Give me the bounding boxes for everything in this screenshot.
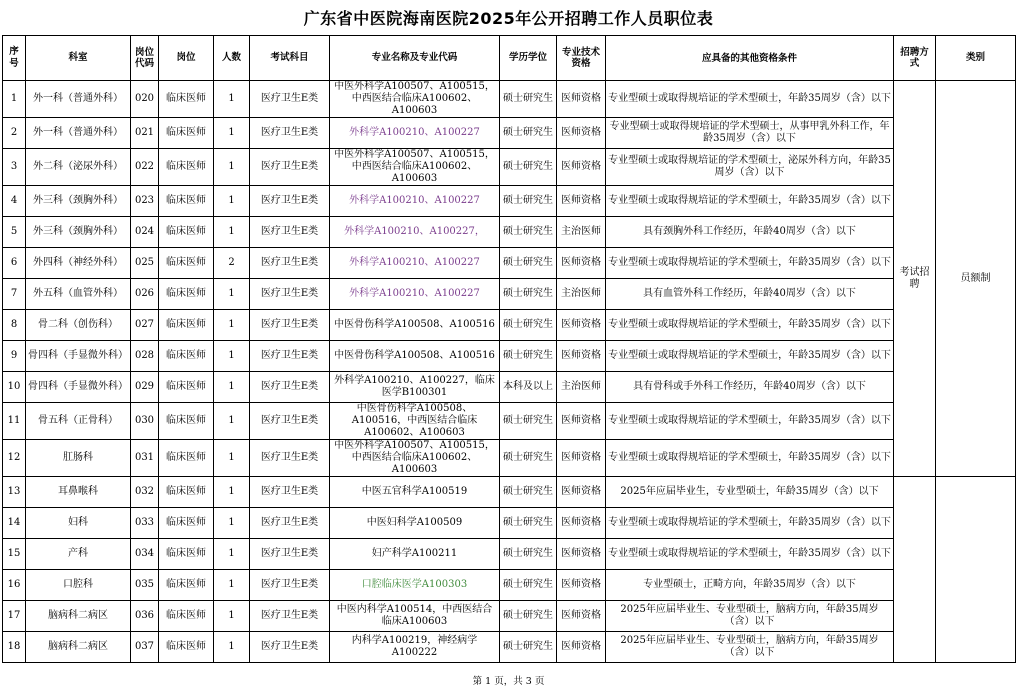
- cell-code: 029: [131, 372, 159, 403]
- table-row: [3, 341, 1016, 372]
- cell-count: 2: [214, 248, 250, 279]
- cell-count: 1: [214, 341, 250, 372]
- cell-major: 外科学A100210、A100227，: [330, 217, 500, 248]
- table-row: [3, 149, 1016, 186]
- cell-code: 023: [131, 186, 159, 217]
- cell-qualification: 医师资格: [557, 632, 606, 663]
- cell-count: 1: [214, 186, 250, 217]
- cell-count: 1: [214, 477, 250, 508]
- cell-seq: 10: [3, 372, 26, 403]
- cell-department: 外三科（颈胸外科）: [26, 186, 131, 217]
- cell-code: 032: [131, 477, 159, 508]
- table-row: [3, 118, 1016, 149]
- cell-requirements: 专业型硕士或取得规培证的学术型硕士，年龄35周岁（含）以下: [606, 248, 894, 279]
- table-row: [3, 508, 1016, 539]
- cell-exam: 医疗卫生E类: [250, 118, 330, 149]
- cell-major: 外科学A100210、A100227: [330, 118, 500, 149]
- cell-requirements: 2025年应届毕业生、专业型硕士，脑病方向，年龄35周岁（含）以下: [606, 632, 894, 663]
- table-row: [3, 632, 1016, 663]
- cell-degree: 硕士研究生: [500, 149, 557, 186]
- cell-major: 妇产科学A100211: [330, 539, 500, 570]
- cell-exam: 医疗卫生E类: [250, 372, 330, 403]
- cell-seq: 15: [3, 539, 26, 570]
- cell-qualification: 医师资格: [557, 477, 606, 508]
- cell-qualification: 医师资格: [557, 248, 606, 279]
- header-exam: 考试科目: [250, 36, 330, 81]
- header-qualification: 专业技术资格: [557, 36, 606, 81]
- cell-seq: 1: [3, 81, 26, 118]
- cell-exam: 医疗卫生E类: [250, 310, 330, 341]
- positions-table: [2, 35, 1016, 663]
- cell-count: 1: [214, 217, 250, 248]
- cell-department: 骨二科（创伤科）: [26, 310, 131, 341]
- cell-requirements: 专业型硕士或取得规培证的学术型硕士，年龄35周岁（含）以下: [606, 440, 894, 477]
- cell-major: 外科学A100210、A100227: [330, 279, 500, 310]
- page-footer: 第 1 页，共 3 页: [472, 676, 545, 687]
- cell-code: 030: [131, 403, 159, 440]
- header-method: 招聘方式: [894, 36, 936, 81]
- table-row: [3, 248, 1016, 279]
- cell-seq: 11: [3, 403, 26, 440]
- cell-qualification: 医师资格: [557, 186, 606, 217]
- cell-degree: 硕士研究生: [500, 81, 557, 118]
- table-row: [3, 81, 1016, 118]
- cell-degree: 硕士研究生: [500, 632, 557, 663]
- cell-department: 脑病科二病区: [26, 601, 131, 632]
- cell-degree: 硕士研究生: [500, 341, 557, 372]
- cell-major: 中医内科学A100514，中西医结合临床A100603: [330, 601, 500, 632]
- cell-count: 1: [214, 539, 250, 570]
- cell-seq: 5: [3, 217, 26, 248]
- cell-count: 1: [214, 81, 250, 118]
- cell-degree: 硕士研究生: [500, 310, 557, 341]
- cell-degree: 硕士研究生: [500, 440, 557, 477]
- table-header-row: [3, 36, 1016, 81]
- header-code: 岗位代码: [131, 36, 159, 81]
- cell-requirements: 具有骨科或手外科工作经历，年龄40周岁（含）以下: [606, 372, 894, 403]
- cell-degree: 硕士研究生: [500, 248, 557, 279]
- cell-position: 临床医师: [159, 508, 214, 539]
- cell-qualification: 医师资格: [557, 601, 606, 632]
- table-row: [3, 217, 1016, 248]
- cell-major: 外科学A100210、A100227: [330, 186, 500, 217]
- cell-seq: 6: [3, 248, 26, 279]
- table-row: [3, 477, 1016, 508]
- cell-degree: 硕士研究生: [500, 508, 557, 539]
- header-seq: 序号: [3, 36, 26, 81]
- cell-exam: 医疗卫生E类: [250, 248, 330, 279]
- cell-degree: 硕士研究生: [500, 601, 557, 632]
- cell-qualification: 主治医师: [557, 217, 606, 248]
- cell-major: 中医外科学A100507、A100515，中西医结合临床A100602、A100603: [330, 81, 500, 118]
- cell-position: 临床医师: [159, 217, 214, 248]
- cell-major: 中医骨伤科学A100508、A100516: [330, 310, 500, 341]
- cell-seq: 7: [3, 279, 26, 310]
- cell-code: 033: [131, 508, 159, 539]
- cell-exam: 医疗卫生E类: [250, 279, 330, 310]
- cell-major: 中医外科学A100507、A100515，中西医结合临床A100602、A100603: [330, 440, 500, 477]
- header-department: 科室: [26, 36, 131, 81]
- table-row: [3, 601, 1016, 632]
- cell-seq: 4: [3, 186, 26, 217]
- cell-count: 1: [214, 570, 250, 601]
- cell-category-group-2: [936, 477, 1016, 663]
- cell-count: 1: [214, 279, 250, 310]
- cell-requirements: 具有颈胸外科工作经历，年龄40周岁（含）以下: [606, 217, 894, 248]
- cell-code: 026: [131, 279, 159, 310]
- cell-position: 临床医师: [159, 477, 214, 508]
- cell-code: 035: [131, 570, 159, 601]
- cell-department: 妇科: [26, 508, 131, 539]
- cell-qualification: 医师资格: [557, 341, 606, 372]
- cell-exam: 医疗卫生E类: [250, 508, 330, 539]
- cell-code: 034: [131, 539, 159, 570]
- cell-code: 021: [131, 118, 159, 149]
- cell-exam: 医疗卫生E类: [250, 601, 330, 632]
- cell-count: 1: [214, 149, 250, 186]
- header-degree: 学历学位: [500, 36, 557, 81]
- cell-position: 临床医师: [159, 601, 214, 632]
- cell-qualification: 医师资格: [557, 81, 606, 118]
- cell-department: 外一科（普通外科）: [26, 81, 131, 118]
- cell-seq: 16: [3, 570, 26, 601]
- cell-position: 临床医师: [159, 279, 214, 310]
- cell-degree: 硕士研究生: [500, 477, 557, 508]
- cell-department: 外三科（颈胸外科）: [26, 217, 131, 248]
- cell-exam: 医疗卫生E类: [250, 149, 330, 186]
- cell-exam: 医疗卫生E类: [250, 632, 330, 663]
- cell-exam: 医疗卫生E类: [250, 81, 330, 118]
- cell-count: 1: [214, 508, 250, 539]
- cell-department: 耳鼻喉科: [26, 477, 131, 508]
- cell-department: 骨四科（手显微外科）: [26, 341, 131, 372]
- cell-seq: 13: [3, 477, 26, 508]
- cell-requirements: 专业型硕士或取得规培证的学术型硕士，年龄35周岁（含）以下: [606, 81, 894, 118]
- cell-major: 内科学A100219，神经病学A100222: [330, 632, 500, 663]
- cell-requirements: 专业型硕士，正畸方向，年龄35周岁（含）以下: [606, 570, 894, 601]
- cell-degree: 硕士研究生: [500, 118, 557, 149]
- table-row: [3, 186, 1016, 217]
- cell-count: 1: [214, 118, 250, 149]
- cell-exam: 医疗卫生E类: [250, 539, 330, 570]
- cell-department: 骨四科（手显微外科）: [26, 372, 131, 403]
- cell-category-group: 员额制: [936, 81, 1016, 477]
- cell-code: 025: [131, 248, 159, 279]
- cell-count: 1: [214, 310, 250, 341]
- cell-department: 肛肠科: [26, 440, 131, 477]
- cell-requirements: 具有血管外科工作经历，年龄40周岁（含）以下: [606, 279, 894, 310]
- cell-seq: 12: [3, 440, 26, 477]
- header-category: 类别: [936, 36, 1016, 81]
- cell-position: 临床医师: [159, 440, 214, 477]
- cell-degree: 硕士研究生: [500, 570, 557, 601]
- table-row: [3, 539, 1016, 570]
- cell-count: 1: [214, 372, 250, 403]
- document-title: 广东省中医院海南医院2025年公开招聘工作人员职位表: [303, 9, 714, 28]
- cell-degree: 硕士研究生: [500, 217, 557, 248]
- cell-major: 中医骨伤科学A100508、A100516: [330, 341, 500, 372]
- cell-position: 临床医师: [159, 632, 214, 663]
- cell-seq: 3: [3, 149, 26, 186]
- cell-qualification: 主治医师: [557, 372, 606, 403]
- cell-code: 024: [131, 217, 159, 248]
- cell-department: 外五科（血管外科）: [26, 279, 131, 310]
- cell-exam: 医疗卫生E类: [250, 341, 330, 372]
- cell-degree: 硕士研究生: [500, 539, 557, 570]
- cell-department: 骨五科（正骨科）: [26, 403, 131, 440]
- cell-department: 脑病科二病区: [26, 632, 131, 663]
- cell-seq: 2: [3, 118, 26, 149]
- cell-qualification: 医师资格: [557, 570, 606, 601]
- cell-major: 口腔临床医学A100303: [330, 570, 500, 601]
- cell-position: 临床医师: [159, 341, 214, 372]
- cell-count: 1: [214, 403, 250, 440]
- table-row: [3, 403, 1016, 440]
- cell-requirements: 专业型硕士或取得规培证的学术型硕士，年龄35周岁（含）以下: [606, 508, 894, 539]
- cell-qualification: 医师资格: [557, 440, 606, 477]
- table-body: [3, 81, 1016, 663]
- cell-major: 中医五官科学A100519: [330, 477, 500, 508]
- table-row: [3, 440, 1016, 477]
- cell-position: 临床医师: [159, 570, 214, 601]
- cell-seq: 8: [3, 310, 26, 341]
- cell-exam: 医疗卫生E类: [250, 440, 330, 477]
- cell-department: 口腔科: [26, 570, 131, 601]
- cell-code: 020: [131, 81, 159, 118]
- cell-degree: 硕士研究生: [500, 403, 557, 440]
- cell-seq: 18: [3, 632, 26, 663]
- cell-code: 022: [131, 149, 159, 186]
- cell-position: 临床医师: [159, 118, 214, 149]
- cell-method-group-2: [894, 477, 936, 663]
- header-count: 人数: [214, 36, 250, 81]
- cell-degree: 本科及以上: [500, 372, 557, 403]
- cell-exam: 医疗卫生E类: [250, 217, 330, 248]
- cell-degree: 硕士研究生: [500, 186, 557, 217]
- cell-position: 临床医师: [159, 372, 214, 403]
- cell-position: 临床医师: [159, 81, 214, 118]
- table-row: [3, 310, 1016, 341]
- cell-requirements: 专业型硕士或取得规培证的学术型硕士，年龄35周岁（含）以下: [606, 310, 894, 341]
- cell-position: 临床医师: [159, 186, 214, 217]
- cell-requirements: 专业型硕士或取得规培证的学术型硕士，年龄35周岁（含）以下: [606, 539, 894, 570]
- cell-qualification: 医师资格: [557, 118, 606, 149]
- cell-department: 外一科（普通外科）: [26, 118, 131, 149]
- cell-requirements: 专业型硕士或取得规培证的学术型硕士，年龄35周岁（含）以下: [606, 341, 894, 372]
- cell-qualification: 医师资格: [557, 539, 606, 570]
- cell-position: 临床医师: [159, 149, 214, 186]
- cell-qualification: 主治医师: [557, 279, 606, 310]
- cell-major: 外科学A100210、A100227: [330, 248, 500, 279]
- cell-code: 028: [131, 341, 159, 372]
- cell-seq: 17: [3, 601, 26, 632]
- cell-count: 1: [214, 440, 250, 477]
- cell-exam: 医疗卫生E类: [250, 403, 330, 440]
- cell-code: 031: [131, 440, 159, 477]
- cell-count: 1: [214, 632, 250, 663]
- cell-department: 产科: [26, 539, 131, 570]
- cell-position: 临床医师: [159, 310, 214, 341]
- cell-qualification: 医师资格: [557, 403, 606, 440]
- cell-major: 外科学A100210、A100227，临床医学B100301: [330, 372, 500, 403]
- cell-exam: 医疗卫生E类: [250, 186, 330, 217]
- cell-count: 1: [214, 601, 250, 632]
- cell-department: 外四科（神经外科）: [26, 248, 131, 279]
- cell-department: 外二科（泌尿外科）: [26, 149, 131, 186]
- cell-requirements: 专业型硕士或取得规培证的学术型硕士，年龄35周岁（含）以下: [606, 403, 894, 440]
- cell-position: 临床医师: [159, 403, 214, 440]
- cell-qualification: 医师资格: [557, 508, 606, 539]
- cell-position: 临床医师: [159, 248, 214, 279]
- cell-major: 中医妇科学A100509: [330, 508, 500, 539]
- cell-requirements: 专业型硕士或取得规培证的学术型硕士，泌尿外科方向，年龄35周岁（含）以下: [606, 149, 894, 186]
- cell-exam: 医疗卫生E类: [250, 477, 330, 508]
- cell-major: 中医外科学A100507、A100515，中西医结合临床A100602、A100603: [330, 149, 500, 186]
- cell-requirements: 2025年应届毕业生，专业型硕士，年龄35周岁（含）以下: [606, 477, 894, 508]
- header-requirements: 应具备的其他资格条件: [606, 36, 894, 81]
- cell-seq: 14: [3, 508, 26, 539]
- cell-requirements: 专业型硕士或取得规培证的学术型硕士，从事甲乳外科工作，年龄35周岁（含）以下: [606, 118, 894, 149]
- cell-requirements: 2025年应届毕业生、专业型硕士，脑病方向，年龄35周岁（含）以下: [606, 601, 894, 632]
- cell-method-group: 考试招聘: [894, 81, 936, 477]
- table-row: [3, 372, 1016, 403]
- table-row: [3, 570, 1016, 601]
- cell-major: 中医骨伤科学A100508、A100516，中西医结合临床A100602、A100603: [330, 403, 500, 440]
- cell-qualification: 医师资格: [557, 149, 606, 186]
- cell-degree: 硕士研究生: [500, 279, 557, 310]
- cell-position: 临床医师: [159, 539, 214, 570]
- header-major: 专业名称及专业代码: [330, 36, 500, 81]
- table-row: [3, 279, 1016, 310]
- cell-code: 037: [131, 632, 159, 663]
- cell-requirements: 专业型硕士或取得规培证的学术型硕士，年龄35周岁（含）以下: [606, 186, 894, 217]
- cell-seq: 9: [3, 341, 26, 372]
- header-position: 岗位: [159, 36, 214, 81]
- cell-exam: 医疗卫生E类: [250, 570, 330, 601]
- cell-code: 036: [131, 601, 159, 632]
- cell-code: 027: [131, 310, 159, 341]
- cell-qualification: 医师资格: [557, 310, 606, 341]
